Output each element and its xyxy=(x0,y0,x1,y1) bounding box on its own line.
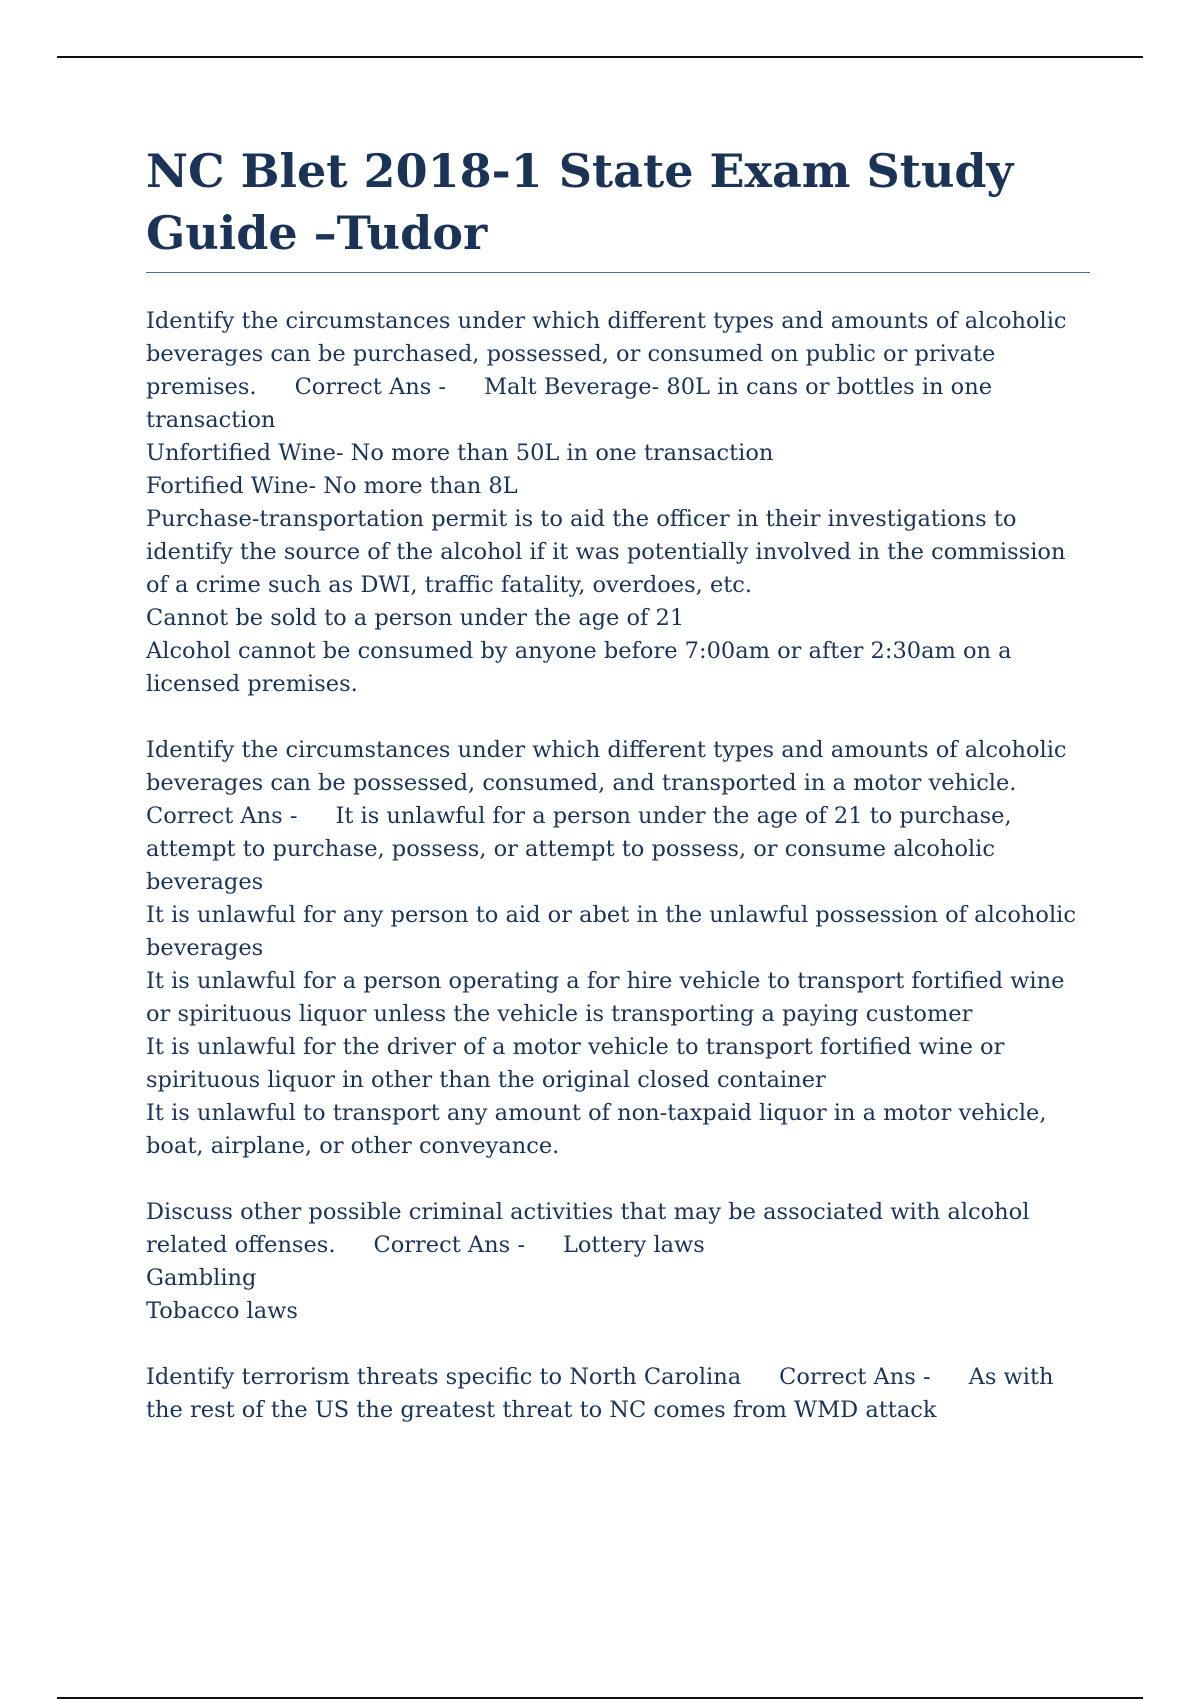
answer-line: Alcohol cannot be consumed by anyone before 7:00am or after 2:30am on a licensed premises. xyxy=(146,638,1012,697)
question-text: Identify terrorism threats specific to North Carolina xyxy=(146,1364,742,1390)
answer-line: Purchase-transportation permit is to aid the officer in their investigations to identify the source of the alcohol if it was potentially involved in the commission of a crime such as DWI, traffic fatality, overdoes, etc. xyxy=(146,506,1066,598)
qa-list xyxy=(146,305,1090,1427)
qa-item xyxy=(146,1361,1090,1427)
answer-label: Correct Ans - xyxy=(373,1232,525,1258)
answer-line: Malt Beverage- 80L in cans or bottles in one transaction xyxy=(146,374,993,433)
answer-label: Correct Ans - xyxy=(294,374,447,400)
answer-label: Correct Ans - xyxy=(146,803,298,829)
question-text: Identify the circumstances under which different types and amounts of alcoholic beverages can be possessed, consumed, and transported in a motor vehicle. xyxy=(146,737,1067,796)
answer-line: Tobacco laws xyxy=(146,1298,298,1324)
answer-label: Correct Ans - xyxy=(779,1364,931,1390)
answer-line: As with the rest of the US the greatest threat to NC comes from WMD attack xyxy=(146,1364,1054,1423)
answer-line: It is unlawful for a person operating a for hire vehicle to transport fortified wine or spirituous liquor unless the vehicle is transporting a paying customer xyxy=(146,968,1065,1027)
answer-line: Fortified Wine- No more than 8L xyxy=(146,473,518,499)
question-text: Discuss other possible criminal activities that may be associated with alcohol related offenses. xyxy=(146,1199,1030,1258)
qa-item xyxy=(146,305,1090,701)
answer-line: It is unlawful to transport any amount of non-taxpaid liquor in a motor vehicle, boat, airplane, or other conveyance. xyxy=(146,1100,1047,1159)
answer-line: Lottery laws xyxy=(562,1232,705,1258)
document-body xyxy=(146,140,1090,1460)
question-text: Identify the circumstances under which different types and amounts of alcoholic beverages can be purchased, possessed, or consumed on public or private premises. xyxy=(146,308,1067,400)
answer-line: It is unlawful for the driver of a motor vehicle to transport fortified wine or spirituous liquor in other than the original closed container xyxy=(146,1034,1005,1093)
page-top-rule xyxy=(57,56,1143,58)
answer-line: Cannot be sold to a person under the age of 21 xyxy=(146,605,685,631)
answer-line: It is unlawful for any person to aid or abet in the unlawful possession of alcoholic beverages xyxy=(146,902,1076,961)
qa-item xyxy=(146,734,1090,1163)
page-bottom-rule xyxy=(57,1697,1143,1699)
document-title: NC Blet 2018-1 State Exam Study Guide –Tudor xyxy=(146,140,1090,273)
qa-item xyxy=(146,1196,1090,1328)
answer-line: Unfortified Wine- No more than 50L in one transaction xyxy=(146,440,774,466)
answer-line: It is unlawful for a person under the age of 21 to purchase, attempt to purchase, possess, or attempt to possess, or consume alcoholic beverages xyxy=(146,803,1012,895)
answer-line: Gambling xyxy=(146,1265,257,1291)
